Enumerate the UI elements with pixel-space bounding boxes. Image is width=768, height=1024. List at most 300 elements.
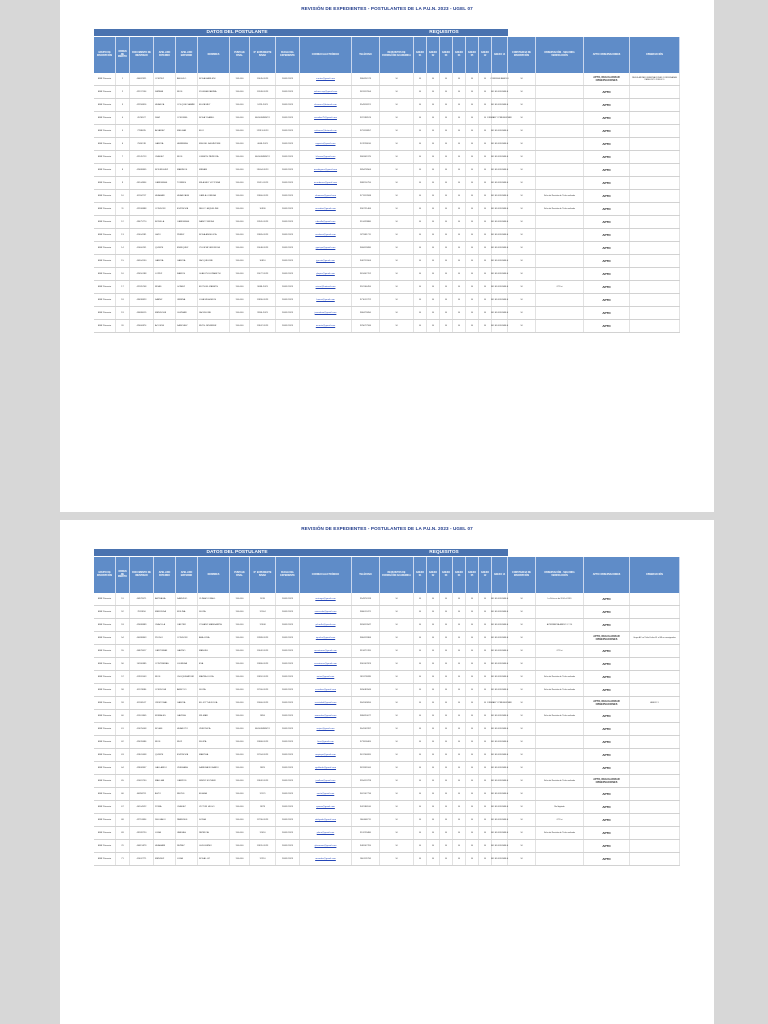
email-link[interactable]: lchavez@gmail.com xyxy=(300,151,352,163)
table-cell: 974228610 xyxy=(352,138,380,150)
table-cell: SI xyxy=(427,307,440,319)
table-cell: MARINOS xyxy=(176,164,198,176)
table-cell: SILVIA xyxy=(198,606,230,618)
table-cell: NO ES EXIGIBLE xyxy=(492,632,508,644)
table-cell: QUISPE xyxy=(154,242,176,254)
table-cell: SI xyxy=(427,203,440,215)
table-cell: 45144854 xyxy=(130,177,154,189)
email-link[interactable]: frios@gmail.com xyxy=(300,736,352,748)
table-row xyxy=(94,164,680,177)
table-cell: SI xyxy=(427,840,440,852)
table-cell: EBR Primaria xyxy=(94,203,116,215)
table-cell: 11842-2023 xyxy=(250,775,276,787)
table-cell: SI xyxy=(466,216,479,228)
table-cell: 150.000 xyxy=(230,177,250,189)
email-link[interactable]: erivas@hotmail.com xyxy=(300,281,352,293)
table-cell: REYES xyxy=(176,788,198,800)
table-cell: SI xyxy=(479,814,492,826)
email-link[interactable]: mrodriguez@gmail.com xyxy=(300,164,352,176)
email-link[interactable]: rosalazo@gmail.com xyxy=(300,229,352,241)
table-cell: SI xyxy=(414,658,427,670)
observation-note xyxy=(536,840,584,852)
table-cell: 16 xyxy=(116,268,130,280)
email-link[interactable]: glopez@gmail.com xyxy=(300,268,352,280)
table-cell: SI xyxy=(414,801,427,813)
email-link[interactable]: jmallma@gmail.com xyxy=(300,775,352,787)
email-link[interactable]: ychaclla@gmail.com xyxy=(300,619,352,631)
table-cell: SI xyxy=(453,606,466,618)
observation-note xyxy=(630,125,680,137)
table-cell: SI xyxy=(508,658,536,670)
table-cell: SI xyxy=(414,190,427,202)
column-header: NOMBRES xyxy=(198,37,230,73)
table-cell: 9855 xyxy=(250,710,276,722)
observation-note xyxy=(630,710,680,722)
table-cell: 52 xyxy=(116,606,130,618)
table-cell: SI xyxy=(414,606,427,618)
table-cell: MILAGRO VICTORIA xyxy=(198,177,230,189)
table-cell: 42258816 xyxy=(130,99,154,111)
table-cell: SI xyxy=(414,723,427,735)
table-cell: LAZO xyxy=(154,229,176,241)
email-link[interactable]: nbonilla@gmail.com xyxy=(300,216,352,228)
table-cell: ROSA MARLENI xyxy=(198,73,230,85)
table-cell: SI xyxy=(508,723,536,735)
table-cell: SI xyxy=(427,151,440,163)
table-cell: SI xyxy=(466,138,479,150)
table-cell: SI xyxy=(479,151,492,163)
table-row xyxy=(94,775,680,788)
table-cell: YULIETA VERONICA xyxy=(198,242,230,254)
table-cell: SI xyxy=(479,801,492,813)
table-cell: EBR Primaria xyxy=(94,112,116,124)
table-cell: SI xyxy=(508,697,536,709)
apto-status: APTO, REGULARIZAR OBSERVACIONES xyxy=(584,73,630,85)
table-row xyxy=(94,697,680,710)
table-cell: SI xyxy=(508,255,536,267)
table-cell: 9688-2023 xyxy=(250,281,276,293)
table-cell: 12913-2023 xyxy=(250,125,276,137)
table-cell: 15 xyxy=(116,255,130,267)
table-cell: 948107765 xyxy=(352,840,380,852)
observation-note xyxy=(536,216,584,228)
table-cell: WILMAR xyxy=(198,710,230,722)
table-cell: 40858711 xyxy=(130,788,154,800)
table-cell: GARCIA xyxy=(176,697,198,709)
table-cell: 26/01/2023 xyxy=(276,320,300,332)
table-cell: SI xyxy=(440,710,453,722)
table-cell: 26/01/2023 xyxy=(276,632,300,644)
email-link[interactable]: sgallardo@gmail.com xyxy=(300,762,352,774)
table-cell: 40615879 xyxy=(130,840,154,852)
table-cell: SI xyxy=(440,671,453,683)
table-cell: 26/01/2023 xyxy=(276,762,300,774)
table-cell: SI xyxy=(414,697,427,709)
apto-status: APTO xyxy=(584,658,630,670)
table-cell: NO ES EXIGIBLE xyxy=(492,151,508,163)
observation-note xyxy=(630,177,680,189)
email-link[interactable]: ehuanca@hotmail.com xyxy=(300,99,352,111)
apto-status: APTO xyxy=(584,593,630,605)
table-cell: 26/01/2023 xyxy=(276,86,300,98)
table-cell: SI xyxy=(479,190,492,202)
table-cell: SI xyxy=(414,671,427,683)
table-cell: SI xyxy=(427,697,440,709)
column-header: OBSERVACIÓN xyxy=(630,557,680,593)
table-cell: SI xyxy=(479,853,492,865)
table-cell: SI xyxy=(440,840,453,852)
table-cell: CORDOVA xyxy=(154,684,176,696)
table-cell: NO ES EXIGIBLE xyxy=(492,294,508,306)
email-link[interactable]: lsaenz@gmail.com xyxy=(300,294,352,306)
table-cell: ELIO xyxy=(198,125,230,137)
table-cell: SI xyxy=(508,684,536,696)
table-row xyxy=(94,593,680,606)
observation-note: Ficha de Revisión de Título realizada xyxy=(536,671,584,683)
table-cell: 42145713 xyxy=(130,151,154,163)
table-cell: HUAMAN xyxy=(154,190,176,202)
table-cell: HUAMANI xyxy=(154,840,176,852)
table-cell: SI xyxy=(508,281,536,293)
column-header: ANEXO 14 xyxy=(492,37,508,73)
table-row xyxy=(94,801,680,814)
email-link[interactable]: ncondori@gmail.com xyxy=(300,203,352,215)
table-cell: SI xyxy=(466,307,479,319)
table-cell: SI xyxy=(479,294,492,306)
column-header: PUNTAJE FINAL xyxy=(230,37,250,73)
email-link[interactable]: vrojas@gmail.com xyxy=(300,723,352,735)
table-cell: SI xyxy=(440,762,453,774)
table-cell: 987412554 xyxy=(352,86,380,98)
table-cell: POMA xyxy=(154,801,176,813)
table-cell: SI xyxy=(380,177,414,189)
table-cell: ROSA ANGELICA xyxy=(198,229,230,241)
table-cell: 968415890 xyxy=(352,242,380,254)
table-cell: SI xyxy=(414,99,427,111)
table-cell: GALLARDO xyxy=(154,762,176,774)
table-cell: SI xyxy=(380,619,414,631)
table-cell: SI xyxy=(427,749,440,761)
column-header: DOCUMENTO DE IDENTIDAD xyxy=(130,557,154,593)
table-cell: NO ES EXIGIBLE xyxy=(492,814,508,826)
table-row xyxy=(94,671,680,684)
table-cell: VERONICA xyxy=(198,723,230,735)
table-cell: NO ES EXIGIBLE xyxy=(492,801,508,813)
table-cell: SI xyxy=(440,268,453,280)
table-cell: SI xyxy=(440,151,453,163)
table-row xyxy=(94,125,680,138)
table-cell: 13404-2023 xyxy=(250,164,276,176)
observation-note xyxy=(630,320,680,332)
email-link[interactable]: mcantoran@gmail.com xyxy=(300,645,352,657)
table-cell: 4 xyxy=(116,112,130,124)
table-cell: 11868-2023 xyxy=(250,736,276,748)
email-link[interactable]: rcortez@gmail.com xyxy=(300,73,352,85)
column-header: DOCUMENTO DE IDENTIDAD xyxy=(130,37,154,73)
table-cell: 11760-2023 xyxy=(250,684,276,696)
table-cell: 26/01/2023 xyxy=(276,697,300,709)
email-link[interactable]: ghuamani@gmail.com xyxy=(300,840,352,852)
table-cell: NO ES EXIGIBLE xyxy=(492,827,508,839)
email-link[interactable]: ecristobal@gmail.com xyxy=(300,697,352,709)
table-cell: 41460251 xyxy=(130,242,154,254)
table-cell: SI xyxy=(466,684,479,696)
table-cell: CHACLLA xyxy=(154,619,176,631)
table-cell: SI xyxy=(453,177,466,189)
table-cell: SI xyxy=(427,320,440,332)
table-cell: 7 xyxy=(116,151,130,163)
email-link[interactable]: chuaman@gmail.com xyxy=(300,190,352,202)
table-cell: 980341975 xyxy=(352,151,380,163)
table-cell: SI xyxy=(479,281,492,293)
email-link[interactable]: mquispe@gmail.com xyxy=(300,749,352,761)
observation-note: ALTERNATIVA ANEXO 5 Y 14 xyxy=(536,619,584,631)
column-header: REQUISITOS DE FORMACIÓN ACADÉMICA xyxy=(380,557,414,593)
table-cell: SI xyxy=(440,99,453,111)
table-row xyxy=(94,138,680,151)
table-cell: SI xyxy=(453,151,466,163)
table-cell: SI xyxy=(440,177,453,189)
table-cell: 26/01/2023 xyxy=(276,112,300,124)
table-cell: 26/01/2023 xyxy=(276,593,300,605)
table-cell: SI xyxy=(427,255,440,267)
email-link[interactable]: jgarcia@gmail.com xyxy=(300,255,352,267)
email-link[interactable]: rarteaga@gmail.com xyxy=(300,593,352,605)
table-cell: 26/01/2023 xyxy=(276,138,300,150)
table-cell: 26/01/2023 xyxy=(276,840,300,852)
band-datos-postulante: DATOS DEL POSTULANTE xyxy=(94,29,380,36)
apto-status: APTO xyxy=(584,281,630,293)
table-cell: SI xyxy=(414,73,427,85)
table-cell: 946712004 xyxy=(352,255,380,267)
column-header: CONSTANCIA DE INSCRIPCIÓN xyxy=(508,557,536,593)
table-cell: 986424173 xyxy=(352,73,380,85)
column-header: GRUPO DE INSCRIPCIÓN xyxy=(94,557,116,593)
table-cell: 62 xyxy=(116,736,130,748)
table-cell: SI xyxy=(414,762,427,774)
email-link[interactable]: mcardenas@gmail.com xyxy=(300,177,352,189)
table-row xyxy=(94,749,680,762)
table-cell: SI xyxy=(427,125,440,137)
table-cell: SI xyxy=(479,593,492,605)
email-link[interactable]: zulema.zap@gmail.com xyxy=(300,86,352,98)
table-cell: HERRERA xyxy=(176,138,198,150)
table-cell: SI xyxy=(380,723,414,735)
table-header-row xyxy=(94,557,680,593)
table-cell: 26/01/2023 xyxy=(276,814,300,826)
observation-note xyxy=(630,788,680,800)
email-link[interactable]: vpoma@gmail.com xyxy=(300,801,352,813)
table-cell: 150.000 xyxy=(230,86,250,98)
apto-status: APTO xyxy=(584,840,630,852)
table-cell: SI xyxy=(380,151,414,163)
email-link[interactable]: econtreras@gmail.com xyxy=(300,658,352,670)
table-cell: SI xyxy=(453,840,466,852)
table-cell: 150.000 xyxy=(230,164,250,176)
table-cell: SI xyxy=(479,736,492,748)
observation-note xyxy=(630,801,680,813)
table-cell: SI xyxy=(380,203,414,215)
table-cell: SI xyxy=(508,268,536,280)
table-cell: SI xyxy=(453,229,466,241)
table-cell: SEGUIMIENTO xyxy=(250,723,276,735)
table-cell: 18 xyxy=(116,294,130,306)
table-cell: SI xyxy=(380,684,414,696)
table-cell: 41481750 xyxy=(130,775,154,787)
observation-note xyxy=(630,749,680,761)
apto-status: APTO xyxy=(584,307,630,319)
table-cell: GARCIA xyxy=(154,255,176,267)
table-cell: SI xyxy=(440,86,453,98)
table-cell: SI xyxy=(453,255,466,267)
table-cell: SI xyxy=(453,216,466,228)
table-cell: 977413598 xyxy=(352,190,380,202)
email-link[interactable]: rmendez@gmail.com xyxy=(300,853,352,865)
table-cell: SI xyxy=(380,762,414,774)
table-cell: 150.000 xyxy=(230,671,250,683)
email-link[interactable]: jmendoza@gmail.com xyxy=(300,307,352,319)
table-cell: SI xyxy=(427,853,440,865)
observation-note: OTS si xyxy=(536,814,584,826)
observation-note xyxy=(630,645,680,657)
observation-note xyxy=(536,164,584,176)
table-cell: NO ES EXIGIBLE xyxy=(492,216,508,228)
table-cell: 11445-2023 xyxy=(250,73,276,85)
table-cell: 2423-2023 xyxy=(250,99,276,111)
table-cell: SI xyxy=(479,762,492,774)
table-cell: 26/01/2023 xyxy=(276,177,300,189)
table-cell: SANDRA ROSARIO xyxy=(198,762,230,774)
apto-status: APTO xyxy=(584,853,630,865)
table-cell: SI xyxy=(414,268,427,280)
table-cell: 150.000 xyxy=(230,112,250,124)
table-cell: SI xyxy=(479,697,492,709)
table-cell: ROJAS xyxy=(154,723,176,735)
table-cell: 42450188 xyxy=(130,268,154,280)
table-row xyxy=(94,73,680,86)
email-link[interactable]: scordova@gmail.com xyxy=(300,684,352,696)
table-cell: 150.000 xyxy=(230,138,250,150)
table-cell: DIAZ xyxy=(154,112,176,124)
table-cell: EBR Primaria xyxy=(94,840,116,852)
table-cell: CHUQUIMAYURI xyxy=(176,671,198,683)
observation-note: Ficha de Revisión de Título realizada xyxy=(536,710,584,722)
email-link[interactable]: sdelgado@gmail.com xyxy=(300,814,352,826)
observation-note xyxy=(536,294,584,306)
table-cell: FELIPA xyxy=(198,736,230,748)
email-link[interactable]: apucho@gmail.com xyxy=(300,632,352,644)
column-header: ANEXO 12 xyxy=(479,37,492,73)
email-link[interactable]: mrios@gmail.com xyxy=(300,671,352,683)
email-link[interactable]: ealvarez@hotmail.com xyxy=(300,125,352,137)
observation-note: REGULARIZAR OBSERVACIONES CONSIGNADAS PARA LISTO PUBLICO xyxy=(630,73,680,85)
table-cell: SI xyxy=(380,216,414,228)
email-link[interactable]: wmorales@gmail.com xyxy=(300,710,352,722)
observation-note xyxy=(630,307,680,319)
table-cell: EBR Primaria xyxy=(94,125,116,137)
apto-status: APTO xyxy=(584,801,630,813)
column-header: APTO/ OBSERVACIONES xyxy=(584,37,630,73)
table-cell: 41920503 xyxy=(130,671,154,683)
table-cell: ALVAREZ xyxy=(154,125,176,137)
table-cell: 981447702 xyxy=(352,268,380,280)
table-cell: SI xyxy=(440,593,453,605)
email-link[interactable]: easto@gmail.com xyxy=(300,788,352,800)
column-header: TELÉFONO xyxy=(352,37,380,73)
table-section-2 xyxy=(60,520,714,1024)
table-cell: SI xyxy=(427,827,440,839)
email-link[interactable]: smerceda@gmail.com xyxy=(300,606,352,618)
table-cell: GARCIA xyxy=(154,138,176,150)
table-cell: URBINA xyxy=(176,294,198,306)
table-cell: SI xyxy=(453,645,466,657)
table-cell: VERGARA xyxy=(176,762,198,774)
table-cell: EBR Primaria xyxy=(94,151,116,163)
table-cell: SI xyxy=(508,216,536,228)
table-cell: 42185708 xyxy=(130,281,154,293)
table-cell: SI xyxy=(440,203,453,215)
table-row xyxy=(94,86,680,99)
table-cell: NO ES EXIGIBLE xyxy=(492,762,508,774)
table-cell: SI xyxy=(414,164,427,176)
observation-note xyxy=(536,112,584,124)
table-cell: MIGUEL SALVATORE xyxy=(198,138,230,150)
table-cell: SI xyxy=(380,138,414,150)
observation-note xyxy=(630,203,680,215)
column-header: APTO/ OBSERVACIONES xyxy=(584,557,630,593)
table-cell: SI xyxy=(508,307,536,319)
table-cell: EBR Primaria xyxy=(94,216,116,228)
table-cell: SI xyxy=(508,242,536,254)
table-row xyxy=(94,788,680,801)
table-cell: EBR Primaria xyxy=(94,268,116,280)
table-cell: SI xyxy=(427,671,440,683)
table-body xyxy=(94,593,680,866)
table-cell: ESPINOZA xyxy=(176,749,198,761)
observation-note xyxy=(630,242,680,254)
email-link[interactable]: mgarcia@gmail.com xyxy=(300,138,352,150)
table-cell: JACQUELINE xyxy=(198,255,230,267)
email-link[interactable]: racosta@gmail.com xyxy=(300,320,352,332)
table-cell: 26/01/2023 xyxy=(276,190,300,202)
table-cell: 986419384 xyxy=(352,632,380,644)
table-cell: SI xyxy=(427,814,440,826)
email-link[interactable]: rosadiaz75@gmail.com xyxy=(300,112,352,124)
observation-note xyxy=(630,190,680,202)
table-cell: SI xyxy=(440,788,453,800)
apto-status: APTO, REGULARIZAR OBSERVACIONES xyxy=(584,697,630,709)
table-cell: SI xyxy=(508,294,536,306)
table-cell: SI xyxy=(453,775,466,787)
table-cell: 11847-2023 xyxy=(250,320,276,332)
table-cell: 150.000 xyxy=(230,307,250,319)
table-cell: 150.000 xyxy=(230,827,250,839)
table-cell: SI xyxy=(479,658,492,670)
table-cell: EBR Primaria xyxy=(94,801,116,813)
table-cell: SI xyxy=(466,606,479,618)
table-cell: SI xyxy=(380,242,414,254)
table-cell: SI xyxy=(479,788,492,800)
email-link[interactable]: yquispe@gmail.com xyxy=(300,242,352,254)
table-cell: SI xyxy=(453,593,466,605)
email-link[interactable]: pluna@gmail.com xyxy=(300,827,352,839)
column-header: ORDEN DE MÉRITO xyxy=(116,557,130,593)
table-cell: PEREZ xyxy=(176,229,198,241)
table-cell: SI xyxy=(453,827,466,839)
table-cell: SI xyxy=(508,190,536,202)
table-cell: 64 xyxy=(116,762,130,774)
table-cell: 10180885 xyxy=(130,658,154,670)
